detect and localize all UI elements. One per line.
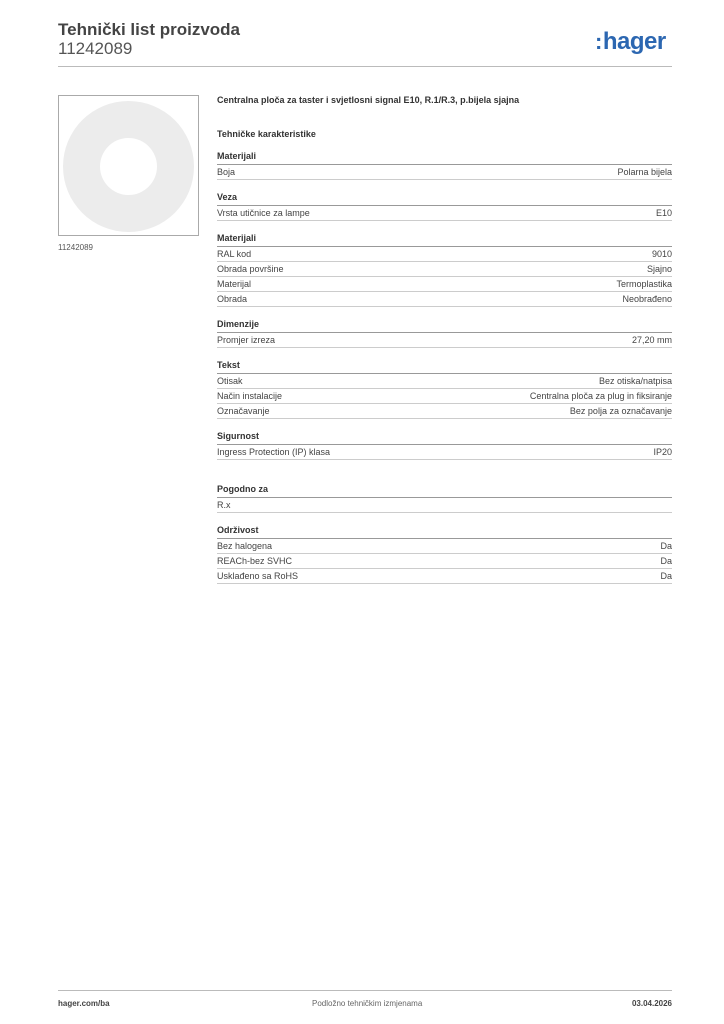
footer-notice: Podložno tehničkim izmjenama [312, 999, 423, 1008]
spec-value: Neobrađeno [622, 294, 672, 304]
spec-label: Usklađeno sa RoHS [217, 571, 299, 581]
product-image [58, 95, 199, 236]
spec-section [217, 360, 672, 419]
spec-row [217, 554, 672, 569]
spec-label: Način instalacije [217, 391, 283, 401]
spec-label: Ingress Protection (IP) klasa [217, 447, 331, 457]
image-caption: 11242089 [58, 243, 93, 252]
footer-divider [58, 990, 672, 991]
spec-value: E10 [655, 208, 672, 218]
hager-logo: :hager [595, 28, 666, 55]
spec-label: Otisak [217, 376, 243, 386]
section-title: Materijali [217, 151, 672, 165]
cover-plate-hole [100, 138, 157, 195]
product-number: 11242089 [58, 39, 133, 58]
section-title: Materijali [217, 233, 672, 247]
spec-value: 9010 [651, 249, 672, 259]
spec-label: REACh-bez SVHC [217, 556, 293, 566]
spec-label: RAL kod [217, 249, 252, 259]
spec-row [217, 498, 672, 513]
spec-row [217, 333, 672, 348]
spec-label: Materijal [217, 279, 252, 289]
spec-value: 27,20 mm [631, 335, 672, 345]
spec-value: Sjajno [646, 264, 672, 274]
section-title: Veza [217, 192, 672, 206]
logo-text: hager [602, 28, 666, 55]
spec-label: R.x [217, 500, 231, 510]
spec-label: Promjer izreza [217, 335, 276, 345]
section-title: Sigurnost [217, 431, 672, 445]
section-title: Održivost [217, 525, 672, 539]
spec-section [217, 151, 672, 180]
spec-value: Polarna bijela [617, 167, 672, 177]
spec-section [217, 525, 672, 584]
header-divider [58, 66, 672, 67]
spec-row [217, 539, 672, 554]
spec-row [217, 206, 672, 221]
tech-heading: Tehničke karakteristike [217, 129, 316, 139]
page-title: Tehnički list proizvoda [58, 20, 240, 39]
spec-value: IP20 [653, 447, 672, 457]
spec-value: Bez polja za označavanje [569, 406, 672, 416]
spec-value: Da [660, 556, 672, 566]
section-title: Tekst [217, 360, 672, 374]
spec-section [217, 319, 672, 348]
spec-label: Obrada [217, 294, 248, 304]
spec-row [217, 165, 672, 180]
spec-row [217, 374, 672, 389]
spec-row [217, 247, 672, 262]
footer-date: 03.04.2026 [631, 999, 672, 1008]
spec-sections [217, 151, 672, 584]
spec-value: Centralna ploča za plug in fiksiranje [529, 391, 672, 401]
spec-row [217, 389, 672, 404]
section-title: Dimenzije [217, 319, 672, 333]
spec-value: Bez otiska/natpisa [598, 376, 672, 386]
spec-value: Termoplastika [616, 279, 672, 289]
spec-row [217, 445, 672, 460]
section-title: Pogodno za [217, 484, 672, 498]
spec-row [217, 404, 672, 419]
footer-website: hager.com/ba [58, 999, 110, 1008]
cover-plate-ring [63, 101, 194, 232]
spec-label: Bez halogena [217, 541, 273, 551]
spec-label: Boja [217, 167, 236, 177]
spec-row [217, 292, 672, 307]
spec-label: Vrsta utičnice za lampe [217, 208, 310, 218]
spec-value: Da [660, 541, 672, 551]
spec-section [217, 233, 672, 307]
spec-row [217, 262, 672, 277]
spec-section [217, 484, 672, 513]
spec-label: Obrada površine [217, 264, 284, 274]
spec-row [217, 569, 672, 584]
spec-value: Da [660, 571, 672, 581]
spec-content [217, 90, 672, 584]
spec-section [217, 431, 672, 460]
spec-row [217, 277, 672, 292]
product-description: Centralna ploča za taster i svjetlosni signal E10, R.1/R.3, p.bijela sjajna [217, 95, 520, 105]
spec-label: Označavanje [217, 406, 270, 416]
spec-section [217, 192, 672, 221]
